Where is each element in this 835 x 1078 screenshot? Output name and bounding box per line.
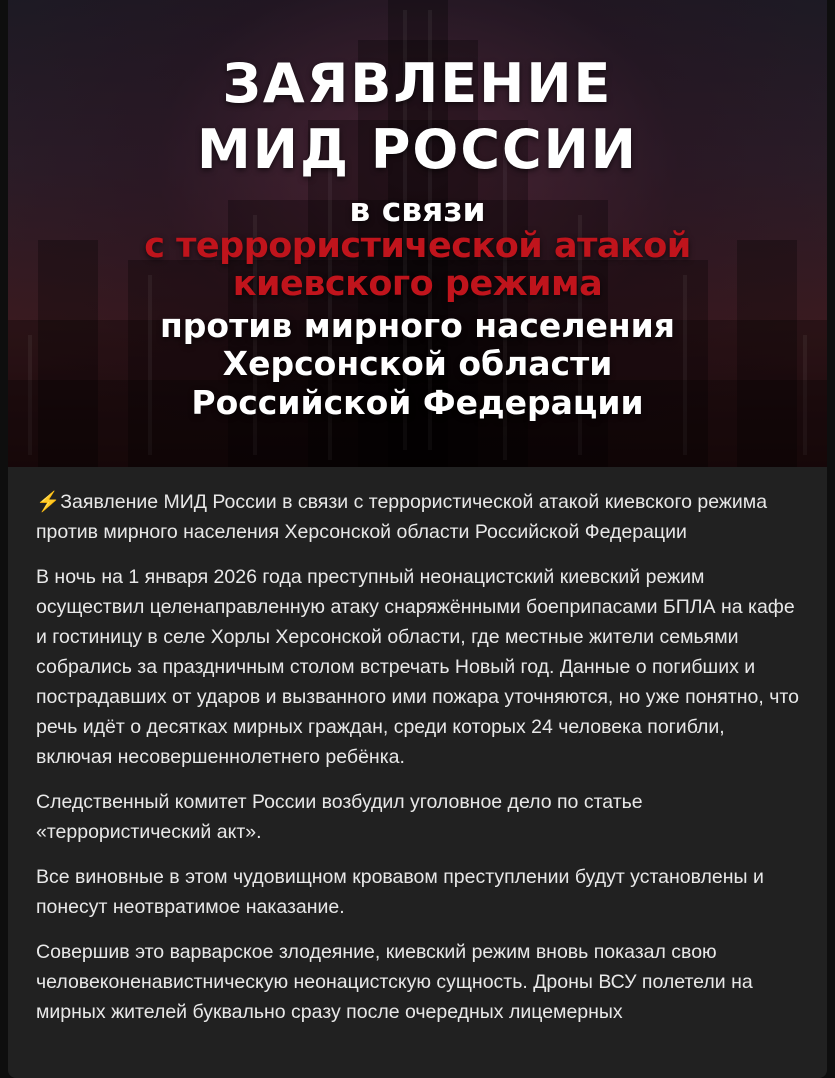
lead-text: Заявление МИД России в связи с террористической атакой киевского режима против мирного населения Херсонской области Российской Федерации xyxy=(36,491,768,543)
banner-title-line-2: МИД РОССИИ xyxy=(197,118,638,181)
message-text-card xyxy=(8,467,827,1078)
banner-subtitle-line-4: против мирного населения xyxy=(160,306,675,345)
paragraph-2: Следственный комитет России возбудил уголовное дело по статье «террористический акт». xyxy=(36,791,643,843)
paragraph-4: Совершив это варварское злодеяние, киевский режим вновь показал свою человеконенавистническую неонацистскую сущность. Дроны ВСУ полетели на мирных жителей буквально сразу после очередных лицемерных xyxy=(36,941,753,1023)
banner-subtitle-line-3: киевского режима xyxy=(232,264,603,304)
banner-subtitle-line-5: Херсонской области xyxy=(222,344,613,383)
paragraph-3: Все виновные в этом чудовищном кровавом преступлении будут установлены и понесут неотвратимое наказание. xyxy=(36,866,764,918)
banner-subtitle-line-6: Российской Федерации xyxy=(191,383,644,422)
lead-paragraph xyxy=(36,487,805,547)
banner-subtitle-line-1: в связи xyxy=(349,190,486,229)
lightning-icon: ⚡ xyxy=(36,491,61,513)
banner-subtitle-line-2: с террористической атакой xyxy=(144,226,691,266)
statement-banner-image[interactable] xyxy=(8,0,827,467)
banner-title-line-1: ЗАЯВЛЕНИЕ xyxy=(222,52,613,115)
paragraph-1: В ночь на 1 января 2026 года преступный неонацистский киевский режим осуществил целенаправленную атаку снаряжёнными боеприпасами БПЛА на кафе и гостиницу в селе Хорлы Херсонской области, где местные жители семьями собрались за праздничным столом встречать Новый год. Данные о погибших и пострадавших от ударов и вызванного ими пожара уточняются, но уже понятно, что речь идёт о десятках мирных граждан, среди которых 24 человека погибли, включая несовершеннолетнего ребёнка. xyxy=(36,566,799,768)
